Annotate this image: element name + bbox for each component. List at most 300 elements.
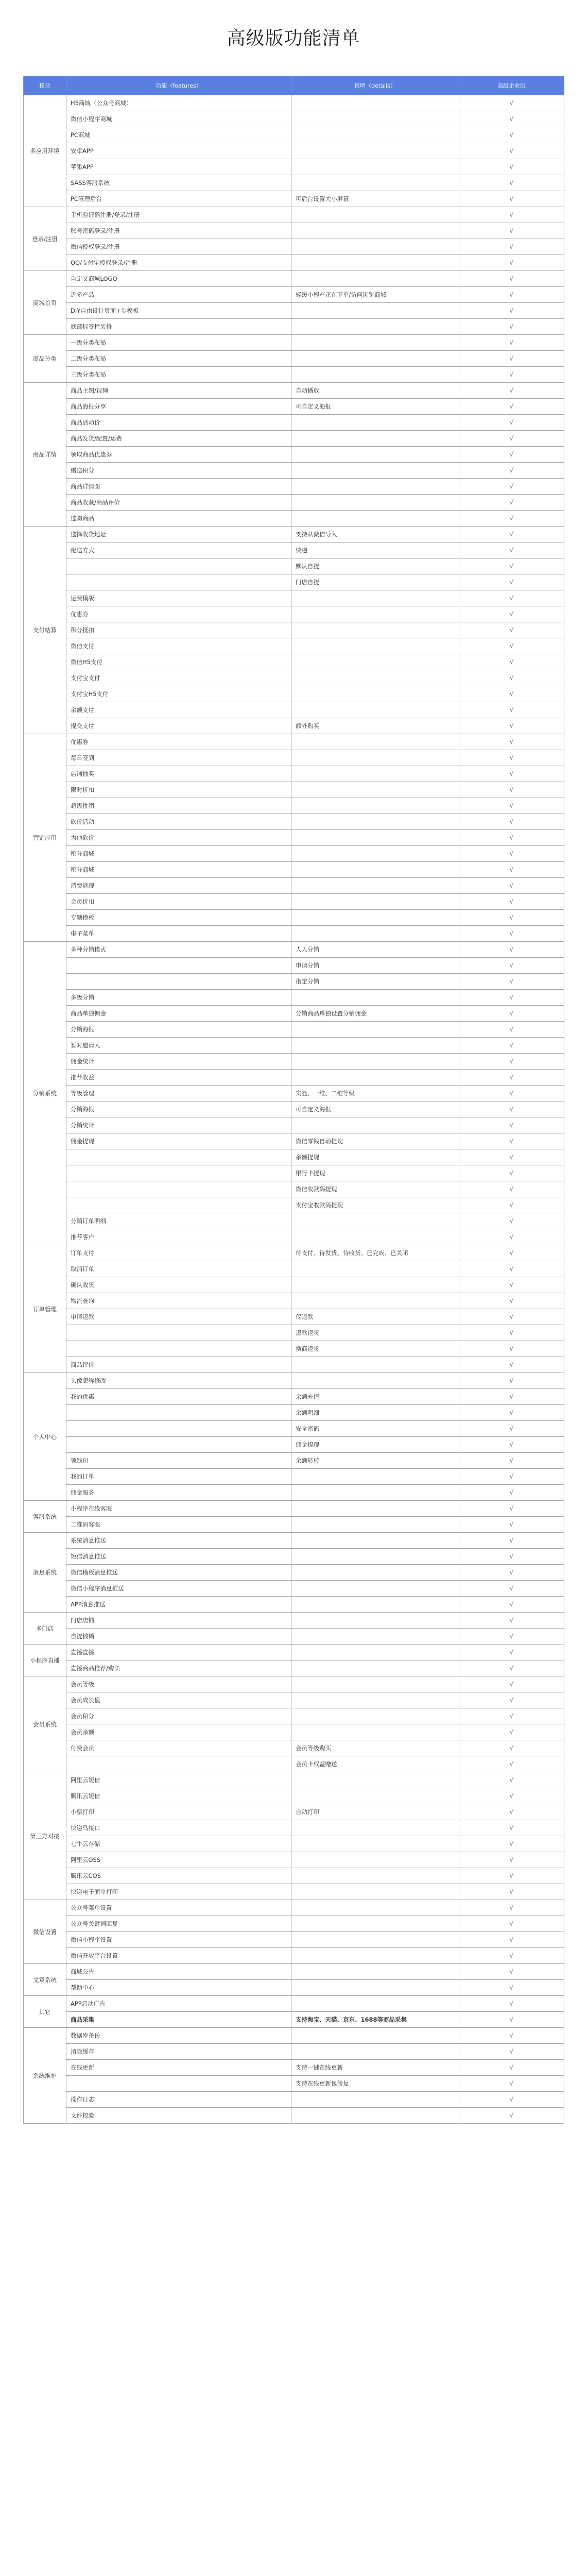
feature-cell: 公众号菜单设置: [66, 1900, 291, 1916]
module-cell: 其它: [24, 1996, 66, 2028]
table-row: [24, 1229, 564, 1245]
detail-cell: 可后台设置大小屏幕: [291, 191, 459, 207]
feature-cell: 直播商品推荐/购买: [66, 1660, 291, 1676]
module-cell: 文章系统: [24, 1964, 66, 1996]
feature-cell: [66, 558, 291, 574]
feature-cell: 帮助中心: [66, 1980, 291, 1996]
edition-check: √: [459, 1868, 564, 1884]
detail-cell: 可自定义海报: [291, 399, 459, 415]
module-cell: 小程序直播: [24, 1645, 66, 1676]
edition-check: √: [459, 1788, 564, 1804]
detail-cell: [291, 1277, 459, 1293]
detail-cell: 余额充值: [291, 1389, 459, 1405]
detail-cell: [291, 1293, 459, 1309]
feature-cell: [66, 1341, 291, 1357]
detail-cell: [291, 239, 459, 255]
edition-check: √: [459, 2108, 564, 2124]
feature-cell: 微信授权登录/注册: [66, 239, 291, 255]
feature-cell: 会员积分: [66, 1708, 291, 1724]
feature-cell: PC商城: [66, 127, 291, 143]
table-row: [24, 574, 564, 590]
feature-cell: [66, 1181, 291, 1197]
detail-cell: [291, 463, 459, 479]
table-row: [24, 479, 564, 495]
edition-check: √: [459, 2028, 564, 2044]
table-row: [24, 1437, 564, 1453]
detail-cell: [291, 1996, 459, 2012]
module-cell: 商品详情: [24, 383, 66, 527]
edition-check: √: [459, 1932, 564, 1948]
edition-check: √: [459, 479, 564, 495]
detail-cell: 实显、一维、二维等级: [291, 1086, 459, 1101]
table-row: [24, 1565, 564, 1581]
feature-cell: 短信消息推送: [66, 1549, 291, 1565]
table-row: [24, 1165, 564, 1181]
table-row: [24, 1149, 564, 1165]
edition-check: √: [459, 1006, 564, 1022]
feature-cell: 物流查询: [66, 1293, 291, 1309]
detail-cell: 会员等级购买: [291, 1740, 459, 1756]
edition-check: √: [459, 1996, 564, 2012]
table-row: [24, 1501, 564, 1517]
edition-check: √: [459, 1389, 564, 1405]
table-row: [24, 415, 564, 431]
table-row: [24, 303, 564, 319]
detail-cell: [291, 1916, 459, 1932]
feature-cell: 配送方式: [66, 543, 291, 558]
detail-cell: [291, 1022, 459, 1038]
feature-cell: 专题模板: [66, 910, 291, 926]
feature-cell: 公众号关键词回复: [66, 1916, 291, 1932]
table-row: [24, 1006, 564, 1022]
module-cell: 营销应用: [24, 734, 66, 942]
table-row: [24, 878, 564, 894]
edition-check: √: [459, 766, 564, 782]
feature-cell: 会员成长值: [66, 1692, 291, 1708]
detail-cell: [291, 750, 459, 766]
edition-check: √: [459, 1517, 564, 1533]
detail-cell: [291, 1629, 459, 1645]
table-row: [24, 1948, 564, 1964]
feature-cell: 选择收货地址: [66, 527, 291, 543]
edition-check: √: [459, 1309, 564, 1325]
detail-cell: [291, 766, 459, 782]
feature-cell: 微信小程序设置: [66, 1932, 291, 1948]
table-row: [24, 431, 564, 447]
detail-cell: [291, 926, 459, 942]
table-row: [24, 670, 564, 686]
edition-check: √: [459, 894, 564, 910]
feature-cell: 等级管理: [66, 1086, 291, 1101]
table-row: [24, 2028, 564, 2044]
module-cell: 支付结算: [24, 527, 66, 734]
edition-check: √: [459, 351, 564, 367]
table-row: [24, 798, 564, 814]
table-row: [24, 638, 564, 654]
feature-cell: 在线更新: [66, 2060, 291, 2076]
edition-check: √: [459, 1852, 564, 1868]
edition-check: √: [459, 1948, 564, 1964]
detail-cell: [291, 862, 459, 878]
table-row: [24, 111, 564, 127]
detail-cell: 自动打印: [291, 1804, 459, 1820]
detail-cell: [291, 878, 459, 894]
edition-check: √: [459, 95, 564, 111]
table-header-row: [24, 76, 564, 95]
module-cell: 会员系统: [24, 1676, 66, 1772]
feature-cell: 我的优惠: [66, 1389, 291, 1405]
feature-cell: 商品主图/视频: [66, 383, 291, 399]
feature-cell: 支付宝支付: [66, 670, 291, 686]
module-cell: 第三方对接: [24, 1772, 66, 1900]
table-row: [24, 367, 564, 383]
edition-check: √: [459, 511, 564, 527]
edition-check: √: [459, 1964, 564, 1980]
edition-check: √: [459, 1660, 564, 1676]
edition-check: √: [459, 846, 564, 862]
table-row: [24, 271, 564, 287]
table-row: [24, 558, 564, 574]
detail-cell: 支持一键在线更新: [291, 2060, 459, 2076]
detail-cell: [291, 95, 459, 111]
detail-cell: [291, 1868, 459, 1884]
detail-cell: [291, 702, 459, 718]
detail-cell: [291, 830, 459, 846]
detail-cell: [291, 207, 459, 223]
feature-cell: 文件校验: [66, 2108, 291, 2124]
feature-cell: 超级拼团: [66, 798, 291, 814]
feature-cell: 快递电子面单打印: [66, 1884, 291, 1900]
table-row: [24, 223, 564, 239]
table-row: [24, 383, 564, 399]
detail-cell: [291, 1708, 459, 1724]
feature-cell: [66, 974, 291, 990]
edition-check: √: [459, 1740, 564, 1756]
edition-check: √: [459, 1405, 564, 1421]
edition-check: √: [459, 622, 564, 638]
detail-cell: 支持在线更新包修复: [291, 2076, 459, 2092]
detail-cell: 门店自提: [291, 574, 459, 590]
table-row: [24, 654, 564, 670]
feature-cell: 优惠券: [66, 734, 291, 750]
table-row: [24, 718, 564, 734]
table-row: [24, 1660, 564, 1676]
detail-cell: [291, 1948, 459, 1964]
detail-cell: 默认自提: [291, 558, 459, 574]
table-row: [24, 1469, 564, 1485]
feature-cell: 商品活动价: [66, 415, 291, 431]
feature-cell: 商品海报分享: [66, 399, 291, 415]
table-row: [24, 1916, 564, 1932]
detail-cell: [291, 367, 459, 383]
feature-cell: 微信支付: [66, 638, 291, 654]
module-cell: 消息系统: [24, 1533, 66, 1613]
edition-check: √: [459, 1708, 564, 1724]
detail-cell: [291, 447, 459, 463]
feature-cell: 账号密码登录/注册: [66, 223, 291, 239]
module-cell: 个人中心: [24, 1373, 66, 1501]
feature-cell: 一级分类布局: [66, 335, 291, 351]
feature-cell: 推荐收益: [66, 1070, 291, 1086]
edition-check: √: [459, 990, 564, 1006]
table-row: [24, 1101, 564, 1117]
table-row: [24, 990, 564, 1006]
edition-check: √: [459, 159, 564, 175]
feature-cell: 付费会员: [66, 1740, 291, 1756]
feature-cell: 砍价活动: [66, 814, 291, 830]
feature-table: [23, 76, 564, 2124]
table-row: [24, 1533, 564, 1549]
feature-cell: APP启动广告: [66, 1996, 291, 2012]
detail-cell: [291, 1373, 459, 1389]
edition-check: √: [459, 1533, 564, 1549]
table-row: [24, 1261, 564, 1277]
table-row: [24, 1613, 564, 1629]
table-row: [24, 1325, 564, 1341]
table-row: [24, 287, 564, 303]
edition-check: √: [459, 1900, 564, 1916]
detail-cell: 退款退货: [291, 1325, 459, 1341]
detail-cell: [291, 1117, 459, 1133]
table-row: [24, 942, 564, 958]
feature-cell: [66, 1421, 291, 1437]
detail-cell: 换商退货: [291, 1341, 459, 1357]
detail-cell: 银行卡提现: [291, 1165, 459, 1181]
feature-cell: 苹果APP: [66, 159, 291, 175]
detail-cell: [291, 1054, 459, 1070]
table-row: [24, 830, 564, 846]
detail-cell: [291, 622, 459, 638]
edition-check: √: [459, 1980, 564, 1996]
detail-cell: [291, 686, 459, 702]
edition-check: √: [459, 574, 564, 590]
edition-check: √: [459, 287, 564, 303]
edition-check: √: [459, 606, 564, 622]
feature-cell: 商品采集: [66, 2012, 291, 2028]
detail-cell: 微信收款码提现: [291, 1181, 459, 1197]
detail-cell: [291, 319, 459, 335]
detail-cell: [291, 654, 459, 670]
feature-cell: 暂时邀请人: [66, 1038, 291, 1054]
edition-check: √: [459, 1022, 564, 1038]
feature-cell: 二维码客服: [66, 1517, 291, 1533]
detail-cell: [291, 1613, 459, 1629]
edition-check: √: [459, 1181, 564, 1197]
detail-cell: [291, 1964, 459, 1980]
edition-check: √: [459, 1245, 564, 1261]
table-row: [24, 463, 564, 479]
edition-check: √: [459, 1629, 564, 1645]
table-row: [24, 543, 564, 558]
edition-check: √: [459, 926, 564, 942]
edition-check: √: [459, 1149, 564, 1165]
detail-cell: [291, 111, 459, 127]
table-row: [24, 1405, 564, 1421]
feature-cell: 分销海报: [66, 1022, 291, 1038]
detail-cell: [291, 1213, 459, 1229]
feature-cell: 微信H5支付: [66, 654, 291, 670]
feature-cell: [66, 1197, 291, 1213]
detail-cell: [291, 2092, 459, 2108]
feature-cell: 三级分类布局: [66, 367, 291, 383]
detail-cell: [291, 479, 459, 495]
feature-cell: QQ/支付宝授权登录/注册: [66, 255, 291, 271]
feature-cell: APP消息推送: [66, 1597, 291, 1613]
edition-check: √: [459, 175, 564, 191]
feature-table-body: [24, 95, 564, 2124]
table-row: [24, 622, 564, 638]
edition-check: √: [459, 1756, 564, 1772]
detail-cell: [291, 127, 459, 143]
detail-cell: [291, 1884, 459, 1900]
table-row: [24, 511, 564, 527]
page-title: 高级版功能清单: [227, 28, 360, 49]
edition-check: √: [459, 1485, 564, 1501]
detail-cell: [291, 1565, 459, 1581]
feature-cell: 阿里云OSS: [66, 1852, 291, 1868]
edition-check: √: [459, 1038, 564, 1054]
detail-cell: [291, 670, 459, 686]
edition-check: √: [459, 1836, 564, 1852]
table-row: [24, 1852, 564, 1868]
feature-cell: 安卓APP: [66, 143, 291, 159]
edition-check: √: [459, 383, 564, 399]
edition-check: √: [459, 670, 564, 686]
edition-check: √: [459, 718, 564, 734]
edition-check: √: [459, 942, 564, 958]
detail-cell: [291, 1820, 459, 1836]
feature-cell: [66, 1149, 291, 1165]
edition-check: √: [459, 1373, 564, 1389]
feature-cell: 积分商城: [66, 862, 291, 878]
detail-cell: 仅退款: [291, 1309, 459, 1325]
feature-cell: 门店店铺: [66, 1613, 291, 1629]
table-row: [24, 1597, 564, 1613]
feature-cell: 微信开放平台设置: [66, 1948, 291, 1964]
detail-cell: [291, 782, 459, 798]
table-row: [24, 1022, 564, 1038]
feature-cell: 快递鸟接口: [66, 1820, 291, 1836]
table-row: [24, 2012, 564, 2028]
table-row: [24, 1038, 564, 1054]
module-cell: 分销系统: [24, 942, 66, 1245]
feature-cell: 手机验证码注册/登录/注册: [66, 207, 291, 223]
feature-cell: 自定义商城LOGO: [66, 271, 291, 287]
edition-check: √: [459, 127, 564, 143]
table-row: [24, 1964, 564, 1980]
feature-cell: [66, 1405, 291, 1421]
feature-cell: 商品发货/配置/运费: [66, 431, 291, 447]
detail-cell: [291, 1038, 459, 1054]
feature-cell: 清除缓存: [66, 2044, 291, 2060]
detail-cell: 分销商品单独设置分销佣金: [291, 1006, 459, 1022]
edition-check: √: [459, 1101, 564, 1117]
edition-check: √: [459, 2076, 564, 2092]
detail-cell: [291, 798, 459, 814]
detail-cell: [291, 1980, 459, 1996]
feature-cell: 限时折扣: [66, 782, 291, 798]
table-row: [24, 1932, 564, 1948]
feature-cell: [66, 1165, 291, 1181]
table-row: [24, 1724, 564, 1740]
feature-cell: 店铺抽奖: [66, 766, 291, 782]
edition-check: √: [459, 814, 564, 830]
feature-cell: 每日签到: [66, 750, 291, 766]
table-row: [24, 1197, 564, 1213]
feature-cell: 商城公告: [66, 1964, 291, 1980]
detail-cell: 微信零钱自动提现: [291, 1133, 459, 1149]
feature-cell: [66, 1756, 291, 1772]
detail-cell: [291, 846, 459, 862]
detail-cell: [291, 1070, 459, 1086]
table-row: [24, 766, 564, 782]
table-row: [24, 351, 564, 367]
edition-check: √: [459, 1421, 564, 1437]
edition-check: √: [459, 1676, 564, 1692]
table-row: [24, 2092, 564, 2108]
edition-check: √: [459, 782, 564, 798]
table-row: [24, 1708, 564, 1724]
edition-check: √: [459, 1229, 564, 1245]
detail-cell: [291, 1692, 459, 1708]
feature-cell: 腾讯云COS: [66, 1868, 291, 1884]
detail-cell: [291, 1357, 459, 1373]
feature-cell: 商品收藏/商品评价: [66, 495, 291, 511]
detail-cell: [291, 1229, 459, 1245]
edition-check: √: [459, 1437, 564, 1453]
edition-check: √: [459, 958, 564, 974]
edition-check: √: [459, 974, 564, 990]
feature-cell: 分销订单明细: [66, 1213, 291, 1229]
feature-cell: 微信小程序商城: [66, 111, 291, 127]
table-row: [24, 1086, 564, 1101]
table-row: [24, 702, 564, 718]
table-row: [24, 127, 564, 143]
detail-cell: 会员卡权益赠送: [291, 1756, 459, 1772]
table-row: [24, 1820, 564, 1836]
edition-check: √: [459, 143, 564, 159]
detail-cell: [291, 734, 459, 750]
feature-cell: 商品详情图: [66, 479, 291, 495]
edition-check: √: [459, 495, 564, 511]
table-row: [24, 1389, 564, 1405]
feature-cell: 近多产品: [66, 287, 291, 303]
feature-cell: 提交支付: [66, 718, 291, 734]
feature-cell: 自提核销: [66, 1629, 291, 1645]
edition-check: √: [459, 1357, 564, 1373]
detail-cell: [291, 1517, 459, 1533]
detail-cell: 轻缓小程产正在下单/访问浏览商城: [291, 287, 459, 303]
edition-check: √: [459, 2092, 564, 2108]
detail-cell: [291, 255, 459, 271]
table-row: [24, 399, 564, 415]
table-row: [24, 1836, 564, 1852]
table-row: [24, 239, 564, 255]
detail-cell: 人人分销: [291, 942, 459, 958]
table-row: [24, 2076, 564, 2092]
table-row: [24, 1213, 564, 1229]
edition-check: √: [459, 1277, 564, 1293]
table-row: [24, 974, 564, 990]
table-row: [24, 1421, 564, 1437]
edition-check: √: [459, 590, 564, 606]
detail-cell: [291, 1533, 459, 1549]
edition-check: √: [459, 878, 564, 894]
detail-cell: [291, 1485, 459, 1501]
feature-cell: 商品单独佣金: [66, 1006, 291, 1022]
table-row: [24, 958, 564, 974]
feature-cell: 选购商品: [66, 511, 291, 527]
